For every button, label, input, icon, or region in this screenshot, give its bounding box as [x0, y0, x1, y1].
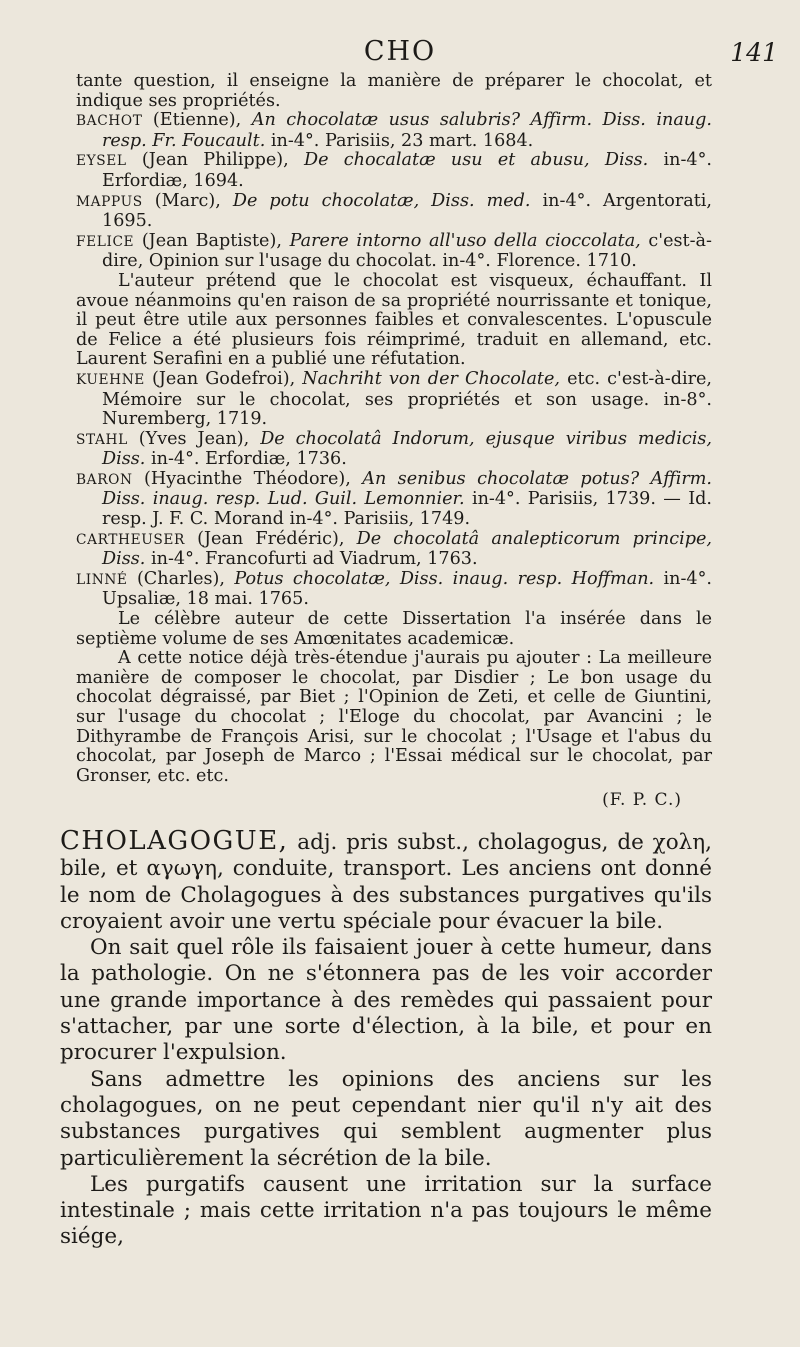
bibliography-entry: [76, 570, 712, 610]
running-header: [0, 36, 800, 70]
author-name: BARON: [76, 471, 133, 488]
author-given-name: (Jean Godefroi),: [152, 368, 296, 389]
work-title: De chocalatæ usu et abusu, Diss.: [303, 150, 649, 171]
author-signature: (F. P. C.): [602, 790, 682, 810]
commentary-paragraph: Le célèbre auteur de cette Dissertation l'a insérée dans le septième volume de ses Amœnitates academicæ.: [76, 609, 712, 649]
author-name: KUEHNE: [76, 371, 145, 388]
publication-details: c'est-à-dire, Opinion sur l'usage du chocolat. in-4°. Florence. 1710.: [102, 230, 712, 272]
publication-details: in-4°. Francofurti ad Viadrum, 1763.: [150, 549, 478, 570]
author-name: FELICE: [76, 233, 135, 250]
work-title: De chocolatâ analepticorum principe, Diss.: [102, 528, 713, 570]
author-given-name: (Jean Philippe),: [141, 150, 289, 171]
bibliography-entry: [76, 430, 712, 470]
publication-details: in-4°. Erfordiæ, 1736.: [150, 449, 347, 470]
author-name: EYSEL: [76, 153, 127, 170]
bibliography-entry: [76, 232, 712, 272]
author-given-name: (Etienne),: [152, 110, 242, 131]
author-name: LINNÉ: [76, 571, 128, 588]
commentary-paragraph: L'auteur prétend que le chocolat est visqueux, échauffant. Il avoue néanmoins qu'en raison de sa propriété nourrissante et tonique, il peut être utile aux personnes faibles et convalescentes. L'opuscule de Felice a été plusieurs fois réimprimé, traduit en allemand, etc. Laurent Serafini en a publié une réfutation.: [76, 270, 712, 370]
publication-details: etc. c'est-à-dire, Mémoire sur le chocolat, ses propriétés et son usage. in-8°. Nuremberg, 1719.: [102, 368, 713, 430]
publication-details: in-4°. Argentorati, 1695.: [102, 190, 713, 232]
work-title: De chocolatâ Indorum, ejusque viribus medicis, Diss.: [102, 428, 712, 470]
article-headword: CHOLAGOGUE,: [60, 826, 289, 856]
bibliography-entry: [76, 370, 712, 430]
author-name: CARTHEUSER: [76, 531, 185, 548]
author-given-name: (Charles),: [136, 568, 226, 589]
work-title: An chocolatæ usus salubris? Affirm. Diss. inaug. resp. Fr. Foucault.: [102, 110, 712, 151]
work-title: Potus chocolatæ, Diss. inaug. resp. Hoffman.: [234, 568, 655, 589]
commentary-paragraph: A cette notice déjà très-étendue j'aurais pu ajouter : La meilleure manière de composer le chocolat, par Disdier ; Le bon usage du chocolat dégraissé, par Biet ; l'Opinion de Zeti, et celle de Giuntini, sur l'usage du chocolat ; l'Eloge du chocolat, par Avancini ; le Dithyrambe de François Arisi, sur le chocolat ; l'Usage et l'abus du chocolat, par Joseph de Marco ; l'Essai médical sur le chocolat, par Gronser, etc. etc.: [76, 648, 712, 786]
author-given-name: (Jean Frédéric),: [197, 528, 345, 549]
bibliography-section: [76, 72, 712, 786]
author-name: MAPPUS: [76, 193, 143, 210]
work-title: Nachriht von der Chocolate,: [302, 368, 561, 389]
publication-details: in-4°. Parisiis, 23 mart. 1684.: [270, 130, 534, 151]
bibliography-entry: [76, 151, 712, 191]
work-title: An senibus chocolatæ potus? Affirm. Diss. inaug. resp. Lud. Guil. Lemonnier.: [102, 468, 713, 510]
publication-details: in-4°. Parisiis, 1739. — Id. resp. J. F. C. Morand in-4°. Parisiis, 1749.: [102, 489, 712, 530]
article-paragraph: Sans admettre les opinions des anciens sur les cholagogues, on ne peut cependant nier qu'il n'y ait des substances purgatives qui semblent augmenter plus particulièrement la sécrétion de la bile.: [60, 1066, 712, 1171]
publication-details: in-4°. Erfordiæ, 1694.: [102, 150, 713, 191]
article-paragraph: Les purgatifs causent une irritation sur la surface intestinale ; mais cette irritation n'a pas toujours le même siége,: [60, 1171, 712, 1250]
work-title: Parere intorno all'uso della cioccolata,: [289, 230, 641, 251]
author-given-name: (Yves Jean),: [138, 428, 250, 449]
article-definition: adj. pris subst., cholagogus, de χολη, bile, et αγωγη, conduite, transport. Les anciens ont donné le nom de Cholagogues à des substances purgatives qu'ils croyaient avoir une vertu spéciale pour évacuer la bile.: [60, 830, 712, 934]
publication-details: in-4°. Upsaliæ, 18 mai. 1765.: [102, 568, 713, 610]
running-title: CHO: [363, 36, 437, 67]
author-given-name: (Jean Baptiste),: [141, 230, 282, 251]
bibliography-entry: [76, 111, 712, 151]
bibliography-entry: [76, 192, 712, 232]
article-first-paragraph: [60, 828, 712, 935]
article-paragraph: On sait quel rôle ils faisaient jouer à cette humeur, dans la pathologie. On ne s'étonnera pas de les voir accorder une grande importance à des remèdes qui passaient pour s'attacher, par une sorte d'élection, à la bile, et pour en procurer l'expulsion.: [60, 935, 712, 1066]
bibliography-entry: [76, 470, 712, 530]
page-number: 141: [730, 38, 778, 67]
work-title: De potu chocolatæ, Diss. med.: [232, 190, 531, 211]
author-name: STAHL: [76, 431, 128, 448]
author-given-name: (Hyacinthe Théodore),: [143, 468, 351, 489]
author-given-name: (Marc),: [154, 190, 221, 211]
article-cholagogue: [60, 828, 712, 1251]
continued-text: tante question, il enseigne la manière de préparer le chocolat, et indique ses propriétés.: [76, 71, 712, 111]
author-name: BACHOT: [76, 113, 143, 130]
bibliography-entry: [76, 530, 712, 570]
